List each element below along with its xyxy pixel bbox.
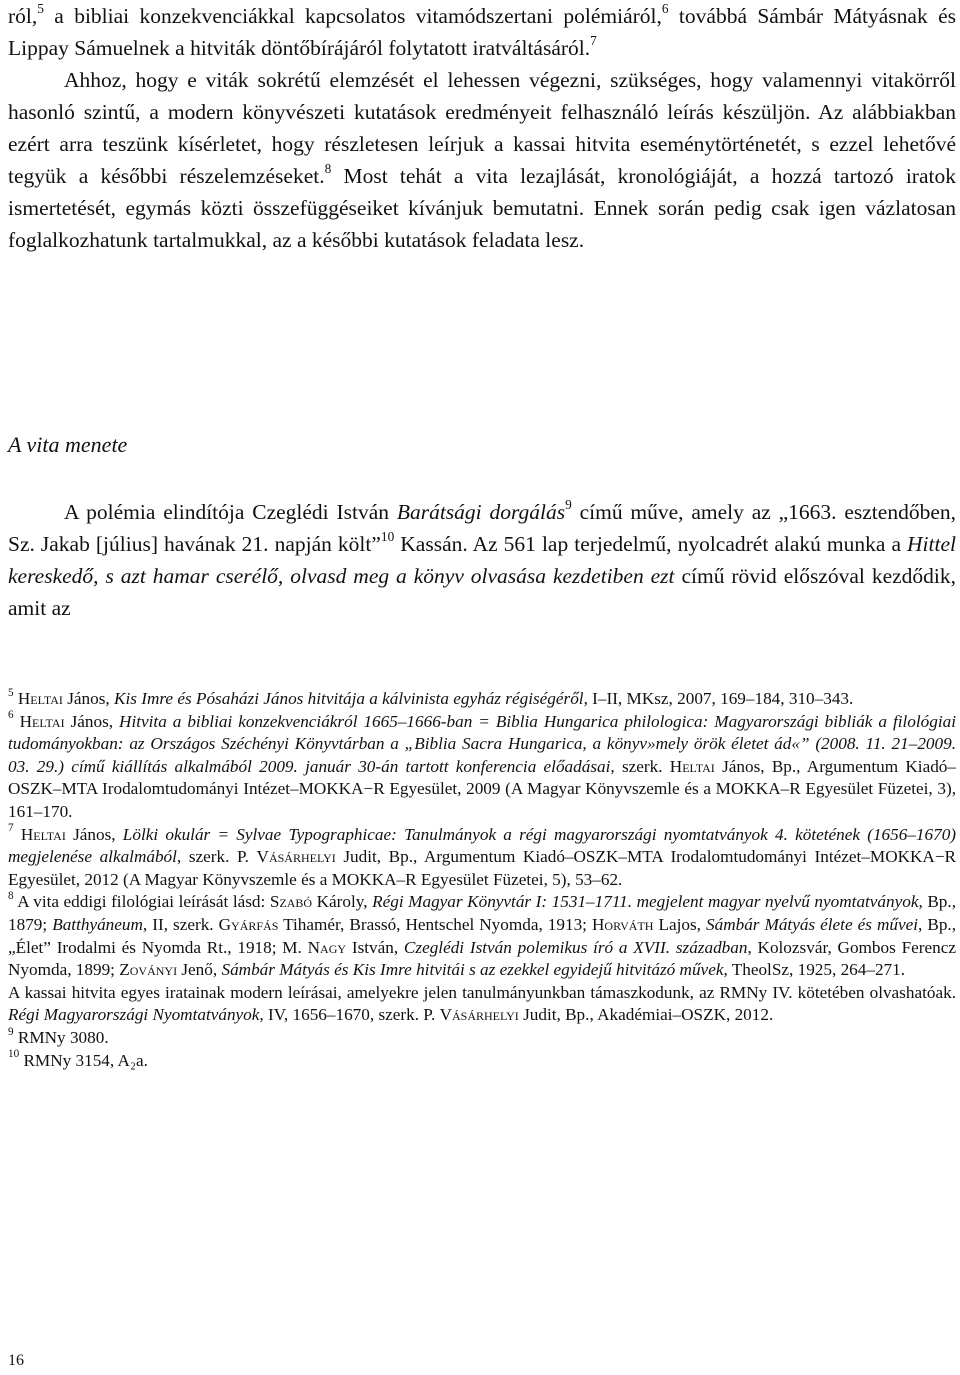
footnote-ref-5[interactable]: 5 (37, 0, 44, 16)
text-run: János, (65, 824, 123, 844)
text-run: Kassán. Az 561 lap terjedelmű, nyolcadrét alakú munka a (394, 532, 908, 556)
citation-title: Hitvita a bibliai konzekvenciákról 1665–1666-ban = Biblia Hungarica philologica: Magyarországi bibliák a filológiai tudományokban: az Országos Széchényi Könyvtárban a „Biblia Sacra Hungarica, a könyv»mely örök életet ád«” (2008. 11. 21–2009. 03. 29.) című kiállítás alkalmából 2009. január 30-án tartott konferencia előadásai (8, 711, 956, 776)
text-run: RMNy 3080. (13, 1027, 109, 1047)
footnote-ref-9[interactable]: 9 (565, 496, 572, 512)
footnote-5 (8, 688, 956, 711)
text-run: Judit, Bp., Argumentum Kiadó–OSZK–MTA Irodalomtudományi Intézet–MOKKA−R Egyesület, 2012 (A Magyar Könyvszemle és a MOKKA–R Egyesület Füzetei, 5), 53–62. (8, 847, 956, 889)
citation-title: Kis Imre és Pósaházi János hitvitája a kálvinista egyház régiségéről (114, 689, 584, 708)
author-name: Nagy (307, 937, 347, 957)
citation-title: Sámbár Mátyás élete és művei (706, 914, 919, 934)
footnote-number: 9 (8, 1025, 14, 1038)
author-name: Vásárhelyi (439, 1005, 519, 1025)
paragraph-continuation (8, 0, 956, 64)
citation-title: Régi Magyarországi Nyomtatványok (8, 1005, 260, 1025)
text-run: RMNy 3154, A₂a. (19, 1050, 148, 1070)
citation-title: Czeglédi István polemikus író a XVII. században (403, 937, 748, 957)
text-run: Jenő, (177, 960, 222, 980)
paragraph (8, 496, 956, 624)
text-run: János, Bp., Argumentum Kiadó–OSZK–MTA Irodalomtudományi Intézet–MOKKA−R Egyesület, 2009 (A Magyar Könyvszemle és a MOKKA–R Egyesület Füzetei, 3), 161–170. (8, 756, 956, 821)
citation-title: Sámbár Mátyás és Kis Imre hitvitái s az ezekkel egyidejű hitvitázó művek (221, 960, 724, 980)
text-run: , Bp., 1879; (8, 892, 956, 934)
author-name: Heltai (669, 756, 715, 776)
footnote-8-continuation (8, 982, 956, 1027)
text-run: A vita eddigi filológiai leírását lásd: (13, 892, 270, 912)
text-run: című műve, amely az „1663. esztendőben, Sz. Jakab [július] havának 21. napján költ” (8, 500, 956, 556)
vita-menete-section (8, 496, 956, 624)
footnote-ref-10[interactable]: 10 (380, 528, 395, 544)
author-name: Zoványi (119, 960, 178, 980)
work-title: Hittel kereskedő, s azt hamar cserélő, olvasd meg a könyv olvasása kezdetiben ezt (8, 532, 956, 588)
author-name: Vásárhelyi (256, 847, 336, 867)
text-run: , szerk. P. (176, 847, 257, 867)
author-name: Horváth (591, 914, 654, 934)
text-run: , IV, 1656–1670, szerk. P. (259, 1005, 440, 1025)
footnote-number: 10 (8, 1048, 20, 1061)
text-run: Tihamér, Brassó, Hentschel Nyomda, 1913; (278, 914, 592, 934)
text-run: , II, szerk. (142, 914, 219, 934)
page-number: 16 (8, 1352, 24, 1369)
text-run: Judit, Bp., Akadémiai–OSZK, 2012. (518, 1005, 774, 1025)
text-run: Ahhoz, hogy e viták sokrétű elemzését el lehessen végezni, szükséges, hogy valamennyi vitakörről hasonló szintű, a modern könyvészeti kutatások eredményeit felhasználó leírás készüljön. Az alábbiakban ezért arra teszünk kísérletet, hogy részletesen leírjuk a kassai hitvita eseménytörténetét, s ezzel lehetővé tegyük a későbbi részelemzéseket. (8, 68, 956, 188)
text-run: A kassai hitvita egyes iratainak modern leírásai, amelyekre jelen tanulmányunkban támaszkodunk, az RMNy IV. kötetében olvashatóak. (8, 982, 956, 1002)
author-name: Heltai (20, 824, 66, 844)
text-run: a bibliai konzekvenciákkal kapcsolatos vitamódszertani polémiáról, (43, 4, 662, 28)
text-run: István, (346, 937, 404, 957)
footnote-number: 7 (8, 822, 14, 835)
author-name: Gyárfás (218, 914, 279, 934)
footnote-number: 5 (8, 686, 14, 699)
text-run: ról, (8, 4, 38, 28)
text-run: , I–II, MKsz, 2007, 169–184, 310–343. (583, 689, 854, 708)
text-run: , szerk. (610, 756, 670, 776)
text-run: , TheolSz, 1925, 264–271. (723, 960, 906, 980)
text-run: , Bp., „Élet” Irodalmi és Nyomda Rt., 1918; M. (8, 914, 957, 957)
footnote-8 (8, 891, 956, 981)
footnote-6 (8, 711, 956, 824)
author-name: Heltai (17, 689, 63, 708)
text-run: , Kolozsvár, Gombos Ferencz Nyomda, 1899; (8, 937, 956, 980)
footnote-ref-6[interactable]: 6 (661, 0, 669, 16)
footnotes (8, 688, 956, 1072)
footnote-7 (8, 824, 956, 892)
work-title: Barátsági dorgálás (396, 500, 566, 524)
text-run: című rövid előszóval kezdődik, amit az (8, 564, 957, 620)
footnote-9 (8, 1027, 956, 1050)
text-run: János, (64, 711, 120, 731)
text-run: Károly, (312, 892, 373, 912)
citation-title: Batthyáneum (52, 914, 143, 934)
citation-title: Lölki okulár = Sylvae Typographicae: Tanulmányok a régi magyarországi nyomtatványok 4. kötetének (1656–1670) megjelenése alkalmából (8, 824, 957, 867)
author-name: Szabó (269, 892, 313, 912)
section-heading: A vita menete (8, 432, 128, 457)
text-run: továbbá Sámbár Mátyásnak és Lippay Sámuelnek a hitviták döntőbírájáról folytatott iratváltásáról. (8, 4, 956, 60)
intro-section (8, 0, 956, 256)
footnote-10 (8, 1050, 956, 1073)
footnote-number: 8 (8, 889, 14, 902)
author-name: Heltai (19, 711, 65, 731)
text-run: Lajos, (653, 914, 706, 934)
text-run: Most tehát a vita lezajlását, kronológiáját, a hozzá tartozó iratok ismertetését, egymás közti összefüggéseiket kívánjuk bemutatni. Ennek során pedig csak igen vázlatosan foglalkozhatunk tartalmukkal, az a későbbi kutatások feladata lesz. (8, 164, 956, 252)
text-run: A polémia elindítója Czeglédi István (64, 500, 397, 524)
citation-title: Régi Magyar Könyvtár I: 1531–1711. megjelent magyar nyelvű nyomtatványok (372, 892, 919, 912)
paragraph (8, 64, 956, 256)
text-run: János, (62, 689, 114, 708)
footnote-number: 6 (8, 709, 14, 722)
footnote-ref-8[interactable]: 8 (324, 160, 332, 176)
footnote-ref-7[interactable]: 7 (590, 32, 597, 48)
